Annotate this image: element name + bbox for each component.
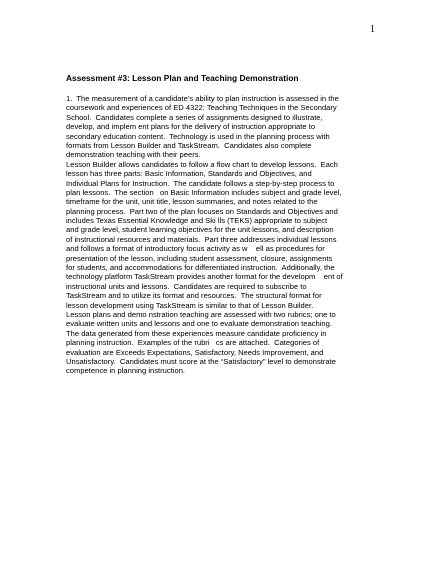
text-line: timeframe for the unit, unit title, lesson summaries, and notes related to the: [66, 197, 318, 207]
text-line: develop, and implem ent plans for the delivery of instruction appropriate to: [66, 122, 316, 132]
text-line: demonstration teaching with their peers.: [66, 150, 201, 160]
text-line: instructional units and lessons. Candidates are required to subscribe to: [66, 281, 307, 291]
text-line: plan lessons. The section on Basic Information includes subject and grade level,: [66, 187, 342, 197]
text-line: and grade level, student learning objectives for the unit lessons, and description: [66, 225, 334, 235]
text-line: of instructional resources and materials. Part three addresses individual lessons: [66, 234, 337, 244]
text-line: presentation of the lesson, including student assessment, closure, assignments: [66, 253, 333, 263]
text-line: coursework and experiences of ED 4322: Teaching Techniques in the Secondary: [66, 103, 337, 113]
text-line: includes Texas Essential Knowledge and Ski lls (TEKS) appropriate to subject: [66, 216, 328, 226]
body-paragraph: [66, 94, 386, 376]
text-line: technology platform TaskStream provides another format for the developm ent of: [66, 272, 343, 282]
text-line: The data generated from these experiences measure candidate proficiency in: [66, 328, 327, 338]
text-line: TaskStream and to utilize its format and resources. The structural format for: [66, 291, 322, 301]
text-line: evaluate written units and lessons and one to evaluate demonstration teaching.: [66, 319, 332, 329]
text-line: Individual Plans for Instruction. The candidate follows a step-by-step process to: [66, 178, 335, 188]
text-line: evaluation are Exceeds Expectations, Satisfactory, Needs Improvement, and: [66, 347, 324, 357]
text-line: formats from Lesson Builder and TaskStream. Candidates also complete: [66, 140, 312, 150]
text-line: Lesson plans and demo nstration teaching are assessed with two rubrics; one to: [66, 309, 336, 319]
page-number: 1: [370, 24, 375, 35]
text-line: lesson development using TaskStream is similar to that of Lesson Builder.: [66, 300, 314, 310]
text-line: planning process. Part two of the plan focuses on Standards and Objectives and: [66, 206, 338, 216]
text-line: planning instruction. Examples of the rubri cs are attached. Categories of: [66, 338, 320, 348]
text-line: lesson has three parts: Basic Information, Standards and Objectives, and: [66, 169, 312, 179]
text-line: 1. The measurement of a candidate’s ability to plan instruction is assessed in the: [66, 94, 339, 103]
text-line: and follows a format of introductory focus activity as w ell as procedures for: [66, 244, 325, 254]
text-line: School. Candidates complete a series of assignments designed to illustrate,: [66, 112, 323, 122]
text-line: Unsatisfactory. Candidates must score at the “Satisfactory” level to demonstrate: [66, 356, 336, 366]
text-line: competence in planning instruction.: [66, 366, 186, 376]
text-line: for students, and accommodations for differentiated instruction. Additionally, the: [66, 263, 335, 273]
text-line: Lesson Builder allows candidates to follow a flow chart to develop lessons. Each: [66, 159, 338, 169]
document-title: Assessment #3: Lesson Plan and Teaching Demonstration: [66, 73, 299, 83]
text-line: secondary education content. Technology is used in the planning process with: [66, 131, 330, 141]
